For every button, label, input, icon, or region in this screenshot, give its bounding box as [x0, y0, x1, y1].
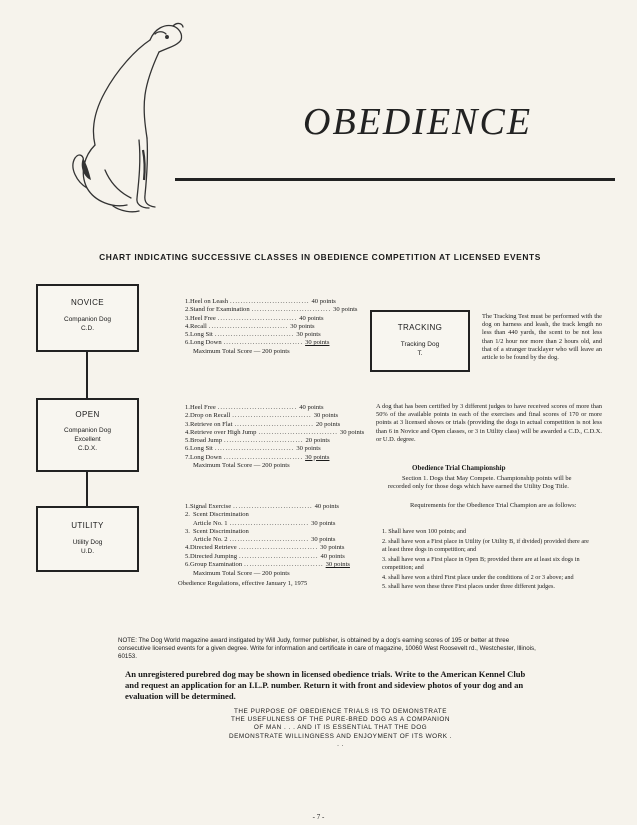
requirement-item: 5. shall have won these three First places under three different judges. — [382, 583, 555, 591]
open-name: OPEN — [75, 410, 100, 419]
tracking-box — [370, 310, 470, 372]
novice-name: NOVICE — [70, 298, 105, 307]
championship-section: Section 1. Dogs that May Compete. Championship points will be recorded only for those dogs which have earned the Utility Dog Title. — [388, 475, 572, 491]
exercise-row: 1. Heel Free .............................. 40 points — [185, 404, 324, 411]
dog-world-note: NOTE: The Dog World magazine award instigated by Will Judy, former publisher, is obtained by a dog's earning scores of 195 or better at three consecutive licensed events for a given degree. Write for information and certificate in care of magazine, 10060 West Roosevelt rd., Westchester, Illinois, 60153. — [118, 637, 536, 661]
exercise-row: 5. Long Sit .............................. 30 points — [185, 331, 321, 339]
exercise-row-continued: Article No. 1 .............................. 30 points — [193, 519, 336, 527]
regulations-note: Obedience Regulations, effective January 1, 1975 — [178, 580, 308, 587]
open-subtitle: Excellent — [74, 436, 101, 443]
exercise-row: 7. Long Down .............................. 30 points — [185, 453, 330, 461]
requirement-item: 3. shall have won a First place in Open B; provided there are at least six dogs in competition; and — [382, 555, 580, 571]
exercise-row: 2. Scent Discrimination — [185, 511, 249, 519]
open-max-score: Maximum Total Score — 200 points — [193, 462, 290, 470]
exercise-row: 3. Scent Discrimination — [185, 527, 249, 535]
page-title: OBEDIENCE — [303, 101, 533, 143]
greyhound-illustration — [55, 10, 190, 225]
chart-heading: CHART INDICATING SUCCESSIVE CLASSES IN OBEDIENCE COMPETITION AT LICENSED EVENTS — [99, 252, 541, 262]
ilp-appeal: An unregistered purebred dog may be shown in licensed obedience trials. Write to the American Kennel Club and request an application for an I.L.P. number. Return it with front and sideview photos of your dog and an evaluation will be determined. — [125, 669, 526, 701]
novice-exercise-list — [185, 298, 358, 356]
exercise-row: 6. Long Down .............................. 30 points — [185, 339, 330, 347]
exercise-row: 5. Directed Jumping .............................. 40 points — [185, 552, 345, 560]
utility-title: Utility Dog — [72, 539, 103, 546]
championship-heading: Obedience Trial Championship — [412, 464, 506, 472]
utility-max-score: Maximum Total Score — 200 points — [193, 570, 290, 578]
exercise-row: 1. Heel on Leash .............................. 40 points — [185, 298, 336, 305]
tracking-description: The Tracking Test must be performed with the dog on harness and leash, the track length no less than 440 yards, the scent to be not less than 1/2 hour nor more than 2 hours old, and that of a stranger tracklayer who will leave an article to be found by the dog. — [482, 313, 602, 362]
certification-text: A dog that has been certified by 3 different judges to have received scores of more than 50% of the available points in each of the exercises and final scores of 170 or more points at 3 licensed shows or trials (providing the dogs in actual competition is not less than 6 in Novice and Open classes, or 3 in Utility class) will be awarded a C.D., C.D.X. or U.D. degree. — [376, 403, 602, 443]
championship-requirements-list — [382, 528, 592, 591]
novice-box — [36, 284, 139, 352]
novice-title: Companion Dog — [64, 316, 111, 323]
exercise-row: 3. Heel Free .............................. 40 points — [185, 314, 324, 322]
tracking-name: TRACKING — [397, 323, 443, 332]
exercise-row: 1. Signal Exercise .............................. 40 points — [185, 503, 339, 510]
utility-abbrev: U.D. — [81, 548, 94, 555]
novice-max-score: Maximum Total Score — 200 points — [193, 347, 290, 355]
purpose-statement: THE PURPOSE OF OBEDIENCE TRIALS IS TO DEMONSTRATE THE USEFULNESS OF THE PURE-BRED DOG AS A COMPANION OF MAN . . . AND IT IS ESSENTIAL THAT THE DOG DEMONSTRATE WILLINGNESS AND ENJOYMENT OF ITS WORK . . . — [228, 708, 453, 748]
open-box — [36, 398, 139, 472]
exercise-row: 6. Long Sit .............................. 30 points — [185, 445, 321, 453]
utility-box — [36, 506, 139, 572]
requirement-item: 1. Shall have won 100 points; and — [382, 528, 467, 535]
connector-line — [86, 470, 88, 506]
page-number: - 7 - — [312, 813, 325, 821]
championship-requirements-intro: Requirements for the Obedience Trial Champion are as follows: — [410, 502, 577, 509]
open-exercise-list — [185, 404, 365, 470]
utility-name: UTILITY — [71, 521, 104, 530]
tracking-abbrev: T. — [417, 350, 423, 357]
requirement-item: 2. shall have won a First place in Utility (or Utility B, if divided) provided there are at least three dogs in competition; and — [382, 537, 589, 553]
exercise-row: 6. Group Examination .............................. 30 points — [185, 561, 350, 569]
connector-line — [86, 350, 88, 398]
utility-exercise-list — [185, 503, 350, 579]
requirement-item: 4. shall have won a third First place under the conditions of 2 or 3 above; and — [382, 573, 574, 581]
open-title: Companion Dog — [64, 427, 111, 434]
exercise-row: 5. Broad Jump .............................. 20 points — [185, 437, 330, 445]
title-rule — [175, 178, 615, 181]
novice-abbrev: C.D. — [81, 325, 94, 332]
exercise-row-continued: Article No. 2 .............................. 30 points — [193, 536, 336, 544]
tracking-title: Tracking Dog — [400, 341, 440, 348]
exercise-row: 2. Stand for Examination .............................. 30 points — [185, 306, 358, 314]
exercise-row: 2. Drop on Recall .............................. 30 points — [185, 412, 339, 420]
exercise-row: 3. Retrieve on Flat .............................. 20 points — [185, 420, 341, 428]
exercise-row: 4. Directed Retrieve .............................. 30 points — [185, 544, 345, 552]
exercise-row: 4. Retrieve over High Jump .............................. 30 points — [185, 428, 365, 436]
open-abbrev: C.D.X. — [77, 445, 98, 452]
exercise-row: 4. Recall .............................. 30 points — [185, 322, 315, 330]
